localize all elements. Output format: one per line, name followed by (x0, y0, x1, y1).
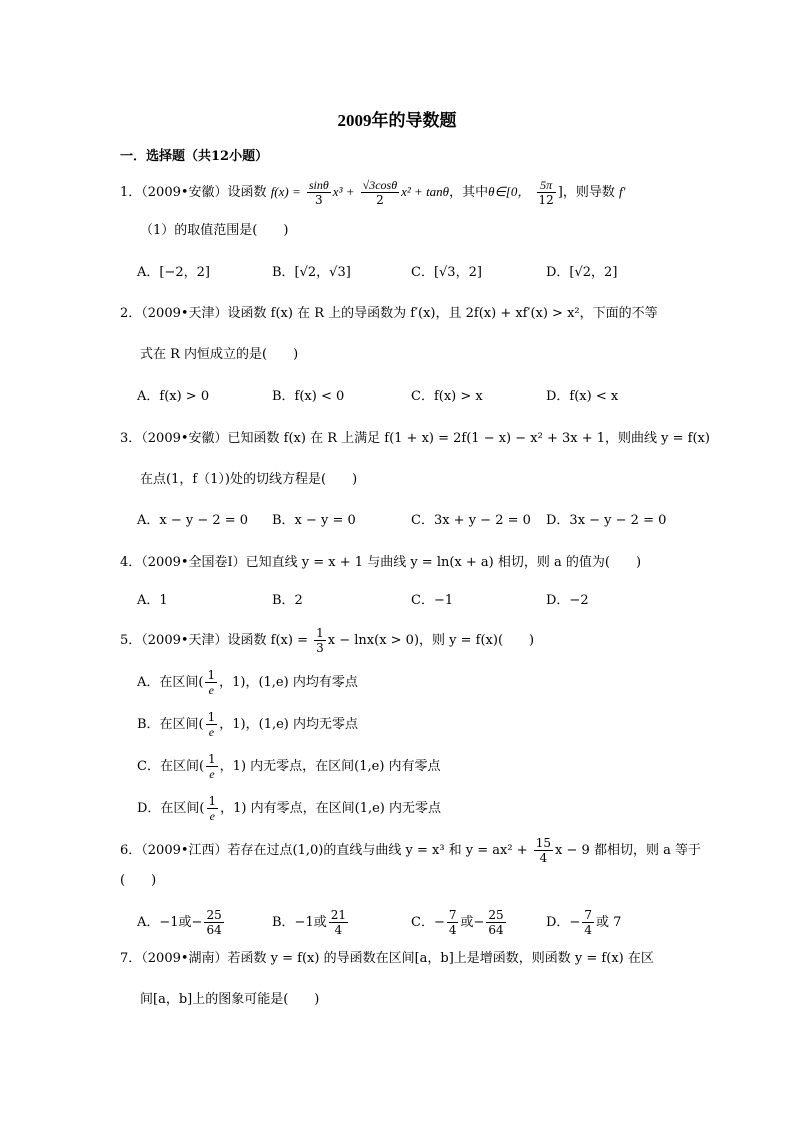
question-2-line-1: 2．（2009•天津）设函数 f(x) 在 R 上的导函数为 f′(x)，且 2f(x) + xf′(x) > x²，下面的不等 (120, 306, 658, 321)
question-5-option-c: C．在区间( $\frac{1}{e}$ ，1) 内无零点，在区间(1,e) 内有零点 (137, 752, 441, 781)
question-6-option-d: D．− $\frac{7}{4}$ 或 7 (546, 908, 622, 937)
question-1-line-1: 1．（2009•安徽）设函数 f(x) = $\frac{\sin\theta}{3}$ x³ + $\frac{√3\cos\theta}{2}$ x² + tanθ，其中θ∈[0， $\frac{5\pi}{12}$ ]，则导数 f′ (120, 178, 626, 207)
question-2-line-2: 式在 R 内恒成立的是( ) (140, 347, 299, 362)
question-5-option-d: D．在区间( $\frac{1}{e}$ ，1) 内有零点，在区间(1,e) 内无零点 (137, 794, 441, 823)
question-4-option-d: D．−2 (546, 593, 589, 608)
question-3-line-2: 在点(1，f（1）)处的切线方程是( ) (140, 472, 358, 487)
question-5-option-b: B．在区间( $\frac{1}{e}$ ，1)，(1,e) 内均无零点 (137, 710, 358, 739)
section-heading: 一．选择题（共12小题） (120, 149, 269, 164)
question-3-option-b: B．x − y = 0 (272, 513, 356, 528)
question-1-option-a: A．[−2，2] (137, 265, 210, 280)
question-1-option-c: C．[√3，2] (411, 265, 482, 280)
question-2-option-b: B．f(x) < 0 (272, 389, 345, 404)
question-5-line-1: 5．（2009•天津）设函数 f(x) = $\frac{1}{3}$ x − lnx(x > 0)，则 y = f(x)( ) (120, 626, 535, 655)
question-6-option-a: A．−1或− $\frac{25}{64}$ (137, 908, 222, 937)
question-6-line-1: 6．（2009•江西）若存在过点(1,0)的直线与曲线 y = x³ 和 y = ax² + $\frac{15}{4}$ x − 9 都相切，则 a 等于 (120, 836, 701, 865)
question-7-line-2: 间[a，b]上的图象可能是( ) (140, 992, 320, 1007)
question-3-option-a: A．x − y − 2 = 0 (137, 513, 249, 528)
question-2-option-a: A．f(x) > 0 (137, 389, 210, 404)
question-2-option-d: D．f(x) < x (546, 389, 619, 404)
question-2-option-c: C．f(x) > x (411, 389, 483, 404)
question-3-option-c: C．3x + y − 2 = 0 (411, 513, 531, 528)
question-4-line-1: 4．（2009•全国卷Ⅰ）已知直线 y = x + 1 与曲线 y = ln(x + a) 相切，则 a 的值为( ) (120, 555, 642, 570)
question-6-option-c: C．− $\frac{7}{4}$ 或− $\frac{25}{64}$ (411, 908, 504, 937)
question-3-option-d: D．3x − y − 2 = 0 (546, 513, 667, 528)
question-6-line-2: ( ) (120, 873, 157, 888)
question-7-line-1: 7．（2009•湖南）若函数 y = f(x) 的导函数在区间[a，b]上是增函数，则函数 y = f(x) 在区 (120, 951, 654, 966)
question-6-option-b: B．−1或 $\frac{21}{4}$ (272, 908, 346, 937)
question-5-option-a: A．在区间( $\frac{1}{e}$ ，1)，(1,e) 内均有零点 (137, 668, 358, 697)
question-4-option-b: B．2 (272, 593, 303, 608)
question-4-option-c: C．−1 (411, 593, 454, 608)
question-4-option-a: A．1 (137, 593, 168, 608)
question-1-line-2: （1）的取值范围是( ) (140, 223, 289, 238)
question-3-line-1: 3．（2009•安徽）已知函数 f(x) 在 R 上满足 f(1 + x) = 2f(1 − x) − x² + 3x + 1，则曲线 y = f(x) (120, 431, 710, 446)
question-1-option-d: D．[√2，2] (546, 265, 618, 280)
page-title: 2009年的导数题 (337, 111, 457, 130)
question-1-option-b: B．[√2，√3] (272, 265, 351, 280)
